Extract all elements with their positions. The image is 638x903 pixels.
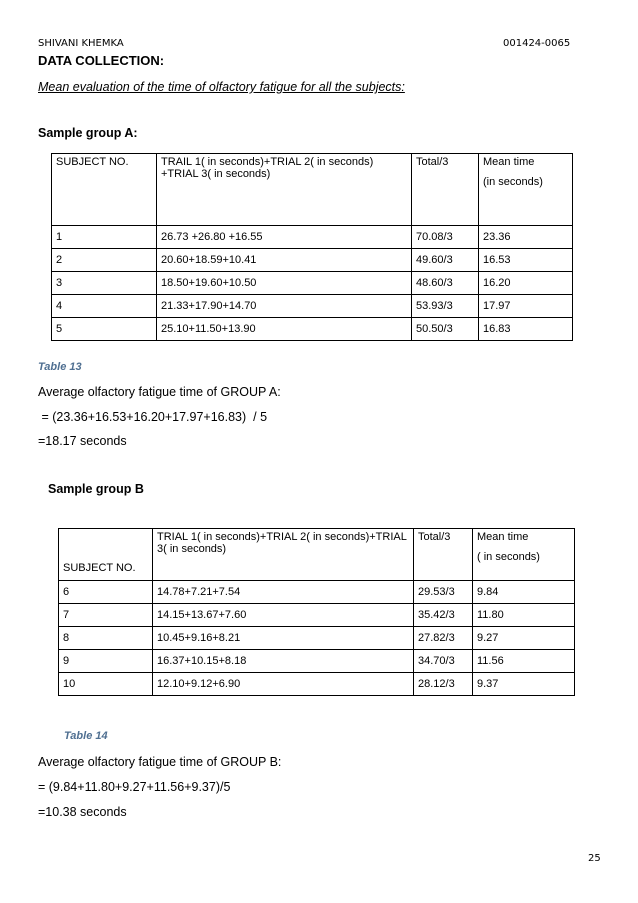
header-mean-unit: (in seconds) xyxy=(483,176,543,188)
table-row xyxy=(59,673,575,696)
header-total: Total/3 xyxy=(412,154,479,226)
page-subtitle: Mean evaluation of the time of olfactory fatigue for all the subjects: xyxy=(38,80,405,94)
cell: 10.45+9.16+8.21 xyxy=(153,627,414,650)
group-b-average-result: =10.38 seconds xyxy=(38,805,127,819)
group-b-average-label: Average olfactory fatigue time of GROUP B: xyxy=(38,755,282,769)
table-header-row xyxy=(59,529,575,581)
table-14-caption: Table 14 xyxy=(64,730,108,742)
cell: 9.27 xyxy=(473,627,575,650)
cell: 11.80 xyxy=(473,604,575,627)
header-author: SHIVANI KHEMKA xyxy=(38,38,124,49)
table-group-b xyxy=(58,528,575,696)
cell: 14.78+7.21+7.54 xyxy=(153,581,414,604)
table-row xyxy=(59,604,575,627)
cell: 20.60+18.59+10.41 xyxy=(157,249,412,272)
header-code: 001424-0065 xyxy=(503,38,571,49)
page-number: 25 xyxy=(588,853,601,864)
group-a-average-formula: = (23.36+16.53+16.20+17.97+16.83) / 5 xyxy=(38,410,268,424)
cell: 9 xyxy=(59,650,153,673)
cell: 4 xyxy=(52,295,157,318)
cell: 11.56 xyxy=(473,650,575,673)
header-trials: TRAIL 1( in seconds)+TRIAL 2( in seconds) +TRIAL 3( in seconds) xyxy=(157,154,412,226)
header-mean-label: Mean time xyxy=(477,531,529,543)
cell: 35.42/3 xyxy=(414,604,473,627)
cell: 21.33+17.90+14.70 xyxy=(157,295,412,318)
header-mean-time xyxy=(479,154,573,226)
cell: 7 xyxy=(59,604,153,627)
table-row xyxy=(52,295,573,318)
table-group-a xyxy=(51,153,573,341)
group-a-average-label: Average olfactory fatigue time of GROUP A: xyxy=(38,385,281,399)
cell: 27.82/3 xyxy=(414,627,473,650)
header-mean-label: Mean time xyxy=(483,156,535,168)
cell: 53.93/3 xyxy=(412,295,479,318)
cell: 26.73 +26.80 +16.55 xyxy=(157,226,412,249)
table-row xyxy=(52,226,573,249)
cell: 29.53/3 xyxy=(414,581,473,604)
cell: 49.60/3 xyxy=(412,249,479,272)
cell: 34.70/3 xyxy=(414,650,473,673)
cell: 5 xyxy=(52,318,157,341)
cell: 50.50/3 xyxy=(412,318,479,341)
table-row xyxy=(59,627,575,650)
header-subject-no: SUBJECT NO. xyxy=(59,529,153,581)
cell: 18.50+19.60+10.50 xyxy=(157,272,412,295)
cell: 25.10+11.50+13.90 xyxy=(157,318,412,341)
cell: 17.97 xyxy=(479,295,573,318)
cell: 16.53 xyxy=(479,249,573,272)
cell: 16.37+10.15+8.18 xyxy=(153,650,414,673)
table-header-row xyxy=(52,154,573,226)
group-b-average-formula: = (9.84+11.80+9.27+11.56+9.37)/5 xyxy=(38,780,231,794)
group-b-label: Sample group B xyxy=(48,482,144,496)
cell: 3 xyxy=(52,272,157,295)
cell: 16.83 xyxy=(479,318,573,341)
cell: 2 xyxy=(52,249,157,272)
table-row xyxy=(52,272,573,295)
cell: 1 xyxy=(52,226,157,249)
table-row xyxy=(52,318,573,341)
table-row xyxy=(59,650,575,673)
header-mean-time xyxy=(473,529,575,581)
table-row xyxy=(59,581,575,604)
cell: 6 xyxy=(59,581,153,604)
cell: 23.36 xyxy=(479,226,573,249)
cell: 16.20 xyxy=(479,272,573,295)
group-a-label: Sample group A: xyxy=(38,126,138,140)
page-title: DATA COLLECTION: xyxy=(38,53,165,68)
cell: 70.08/3 xyxy=(412,226,479,249)
cell: 12.10+9.12+6.90 xyxy=(153,673,414,696)
cell: 8 xyxy=(59,627,153,650)
table-row xyxy=(52,249,573,272)
cell: 9.37 xyxy=(473,673,575,696)
table-13-caption: Table 13 xyxy=(38,361,82,373)
cell: 9.84 xyxy=(473,581,575,604)
header-total: Total/3 xyxy=(414,529,473,581)
cell: 10 xyxy=(59,673,153,696)
header-subject-no: SUBJECT NO. xyxy=(52,154,157,226)
group-a-average-result: =18.17 seconds xyxy=(38,434,127,448)
cell: 48.60/3 xyxy=(412,272,479,295)
cell: 28.12/3 xyxy=(414,673,473,696)
cell: 14.15+13.67+7.60 xyxy=(153,604,414,627)
header-trials: TRIAL 1( in seconds)+TRIAL 2( in seconds)+TRIAL 3( in seconds) xyxy=(153,529,414,581)
header-mean-unit: ( in seconds) xyxy=(477,551,540,563)
